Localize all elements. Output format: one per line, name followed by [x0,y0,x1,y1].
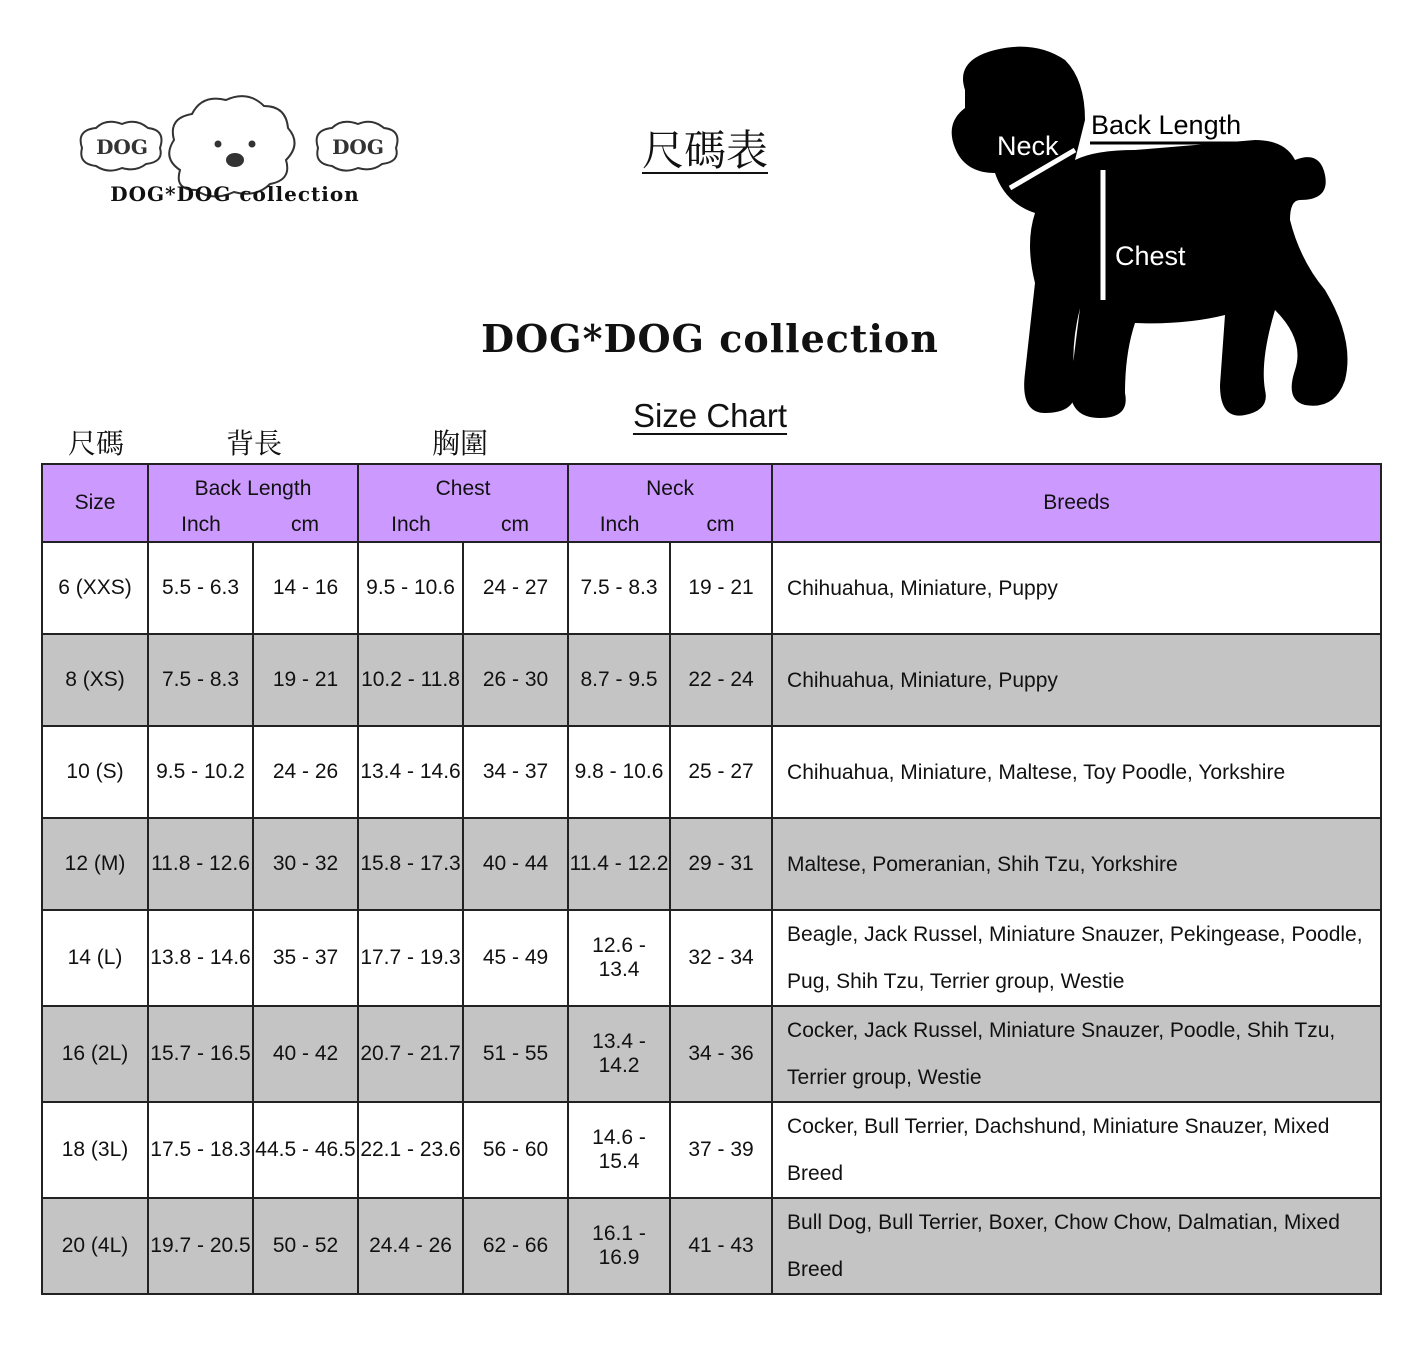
neck-label: Neck [997,131,1059,161]
table-row [42,910,1381,1006]
cell-breeds: Chihuahua, Miniature, Puppy [772,634,1381,726]
cell-size: 8 (XS) [42,634,148,726]
logo-caption: DOG*DOG collection [110,182,360,206]
cell-neck-inch: 12.6 - 13.4 [568,910,670,1006]
cell-chest-inch: 17.7 - 19.3 [358,910,463,1006]
cell-chest-cm: 24 - 27 [463,542,568,634]
cell-back-cm: 50 - 52 [253,1198,358,1294]
cell-neck-cm: 41 - 43 [670,1198,772,1294]
cell-neck-inch: 7.5 - 8.3 [568,542,670,634]
svg-text:DOG: DOG [96,135,148,159]
brand-title: DOG*DOG collection [481,316,939,361]
header-neck: Neck Inch cm [568,464,772,542]
cell-neck-inch: 8.7 - 9.5 [568,634,670,726]
table-row [42,1198,1381,1294]
header-chest-cm: cm [501,513,530,536]
cell-chest-inch: 20.7 - 21.7 [358,1006,463,1102]
cell-back-cm: 44.5 - 46.5 [253,1102,358,1198]
cell-back-inch: 15.7 - 16.5 [148,1006,253,1102]
table-row [42,1006,1381,1102]
header-chest: Chest Inch cm [358,464,568,542]
cell-back-inch: 9.5 - 10.2 [148,726,253,818]
cell-back-inch: 5.5 - 6.3 [148,542,253,634]
header-back-length: Back Length Inch cm [148,464,358,542]
header-neck-inch: Inch [599,513,640,536]
header-back-inch: Inch [181,513,221,536]
cell-chest-cm: 26 - 30 [463,634,568,726]
table-row [42,726,1381,818]
table-header-row [42,464,1381,542]
cell-breeds: Cocker, Jack Russel, Miniature Snauzer, Poodle, Shih Tzu, Terrier group, Westie [772,1006,1381,1102]
cell-chest-inch: 13.4 - 14.6 [358,726,463,818]
cell-size: 6 (XXS) [42,542,148,634]
cell-breeds: Chihuahua, Miniature, Puppy [772,542,1381,634]
dog-badge-right [317,122,398,171]
size-table [41,463,1382,1295]
cell-neck-inch: 13.4 - 14.2 [568,1006,670,1102]
cell-chest-inch: 15.8 - 17.3 [358,818,463,910]
cell-size: 16 (2L) [42,1006,148,1102]
cell-breeds: Maltese, Pomeranian, Shih Tzu, Yorkshire [772,818,1381,910]
cell-neck-cm: 37 - 39 [670,1102,772,1198]
zh-label-size: 尺碼 [68,427,125,460]
table-row [42,542,1381,634]
cell-neck-cm: 29 - 31 [670,818,772,910]
cell-size: 20 (4L) [42,1198,148,1294]
dog-badge-left [81,122,162,171]
table-row [42,1102,1381,1198]
size-chart-title: Size Chart [632,397,788,434]
page-title-zh: 尺碼表 [641,126,768,175]
cell-chest-cm: 34 - 37 [463,726,568,818]
cell-chest-inch: 10.2 - 11.8 [358,634,463,726]
cell-back-cm: 19 - 21 [253,634,358,726]
cell-neck-inch: 16.1 - 16.9 [568,1198,670,1294]
cell-breeds: Beagle, Jack Russel, Miniature Snauzer, Pekingease, Poodle, Pug, Shih Tzu, Terrier group, Westie [772,910,1381,1006]
cell-breeds: Bull Dog, Bull Terrier, Boxer, Chow Chow, Dalmatian, Mixed Breed [772,1198,1381,1294]
cell-neck-inch: 14.6 - 15.4 [568,1102,670,1198]
cell-neck-cm: 34 - 36 [670,1006,772,1102]
cell-back-inch: 19.7 - 20.5 [148,1198,253,1294]
table-row [42,634,1381,726]
cell-size: 18 (3L) [42,1102,148,1198]
table-row [42,818,1381,910]
cell-breeds: Cocker, Bull Terrier, Dachshund, Miniature Snauzer, Mixed Breed [772,1102,1381,1198]
cell-chest-inch: 22.1 - 23.6 [358,1102,463,1198]
cell-chest-cm: 45 - 49 [463,910,568,1006]
cell-chest-cm: 56 - 60 [463,1102,568,1198]
zh-label-chest: 胸圍 [432,427,489,460]
cell-neck-cm: 25 - 27 [670,726,772,818]
cell-back-inch: 7.5 - 8.3 [148,634,253,726]
back-length-label: Back Length [1091,110,1242,140]
cell-neck-cm: 32 - 34 [670,910,772,1006]
cell-size: 12 (M) [42,818,148,910]
cell-neck-cm: 19 - 21 [670,542,772,634]
cell-back-cm: 30 - 32 [253,818,358,910]
dog-silhouette-diagram [925,30,1385,450]
cell-chest-cm: 51 - 55 [463,1006,568,1102]
cell-chest-cm: 62 - 66 [463,1198,568,1294]
header-chest-inch: Inch [391,513,431,536]
header-size: Size [42,464,148,542]
chest-label: Chest [1115,241,1186,271]
cell-back-cm: 24 - 26 [253,726,358,818]
cell-back-inch: 17.5 - 18.3 [148,1102,253,1198]
dog-silhouette-icon [952,47,1348,418]
cell-chest-cm: 40 - 44 [463,818,568,910]
cell-back-cm: 35 - 37 [253,910,358,1006]
header-back-cm: cm [291,513,320,536]
cell-chest-inch: 9.5 - 10.6 [358,542,463,634]
header-neck-cm: cm [706,513,735,536]
cell-size: 10 (S) [42,726,148,818]
cell-neck-inch: 9.8 - 10.6 [568,726,670,818]
cell-neck-cm: 22 - 24 [670,634,772,726]
zh-label-back: 背長 [226,427,283,460]
cell-chest-inch: 24.4 - 26 [358,1198,463,1294]
cell-back-cm: 40 - 42 [253,1006,358,1102]
cell-size: 14 (L) [42,910,148,1006]
cell-breeds: Chihuahua, Miniature, Maltese, Toy Poodle, Yorkshire [772,726,1381,818]
svg-text:DOG: DOG [332,135,384,159]
cell-back-inch: 11.8 - 12.6 [148,818,253,910]
cell-back-inch: 13.8 - 14.6 [148,910,253,1006]
header-breeds: Breeds [772,464,1381,542]
cell-back-cm: 14 - 16 [253,542,358,634]
cell-neck-inch: 11.4 - 12.2 [568,818,670,910]
